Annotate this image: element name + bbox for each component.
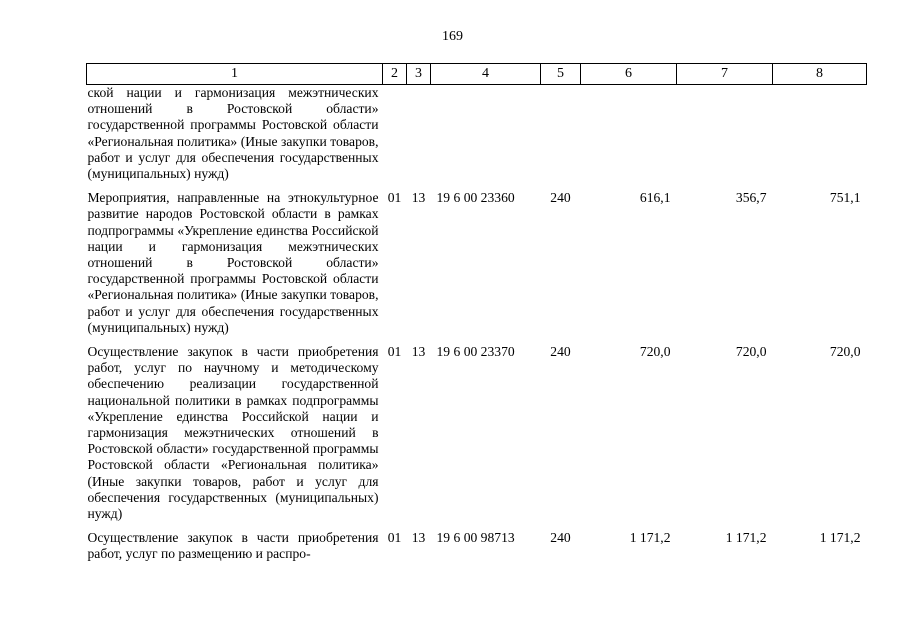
row-value-7: 1 171,2 <box>725 530 767 546</box>
table-row <box>87 85 867 191</box>
row-value-7: 356,7 <box>735 190 767 206</box>
row-value-8: 720,0 <box>829 344 861 360</box>
row-section: 01 <box>387 530 402 546</box>
row-value-8: 1 171,2 <box>819 530 861 546</box>
row-subsection: 13 <box>411 344 426 360</box>
row-subsection: 13 <box>411 530 426 546</box>
row-section: 01 <box>387 190 402 206</box>
row-value-6: 616,1 <box>639 190 671 206</box>
table-row <box>87 344 867 530</box>
row-section <box>383 85 407 191</box>
page-number: 169 <box>442 29 463 44</box>
row-value-6: 1 171,2 <box>629 530 671 546</box>
col-header-7: 7 <box>677 64 773 85</box>
row-subsection: 13 <box>411 190 426 206</box>
row-value-7 <box>677 85 773 191</box>
row-expense-type: 240 <box>550 530 571 546</box>
col-header-2: 2 <box>383 64 407 85</box>
row-description: Осуществление закупок в части приобретения работ, услуг по научному и методическому обеспечению реализации государственной национальной политики в рамках подпрограммы «Укрепление единства Российской нации и гармонизация межэтнических отношений в Ростовской области» государственной программы Ростовской области «Региональная политика» (Иные закупки товаров, работ и услуг для обеспечения государственных (муниципальных) нужд) <box>87 344 379 522</box>
col-header-6: 6 <box>581 64 677 85</box>
header-row <box>87 64 867 85</box>
row-description: ской нации и гармонизация межэтнических отношений в Ростовской области» государственной программы Ростовской области «Региональная политика» (Иные закупки товаров, работ и услуг для обеспечения государственных (муниципальных) нужд) <box>87 85 379 182</box>
table-row <box>87 190 867 344</box>
row-target-code: 19 6 00 98713 <box>436 530 515 546</box>
row-description: Мероприятия, направленные на этнокультурное развитие народов Ростовской области в рамках подпрограммы «Укрепление единства Российской нации и гармонизация межэтнических отношений в Ростовской области» государственной программы Ростовской области «Региональная политика» (Иные закупки товаров, работ и услуг для обеспечения государственных (муниципальных) нужд) <box>87 190 379 335</box>
row-value-8: 751,1 <box>829 190 861 206</box>
row-expense-type: 240 <box>550 190 571 206</box>
row-section: 01 <box>387 344 402 360</box>
col-header-5: 5 <box>541 64 581 85</box>
row-target-code <box>431 85 541 191</box>
row-value-7: 720,0 <box>735 344 767 360</box>
col-header-4: 4 <box>431 64 541 85</box>
row-target-code: 19 6 00 23370 <box>436 344 515 360</box>
row-expense-type: 240 <box>550 344 571 360</box>
budget-table <box>86 63 867 571</box>
col-header-8: 8 <box>773 64 867 85</box>
row-value-8 <box>773 85 867 191</box>
row-value-6 <box>581 85 677 191</box>
row-target-code: 19 6 00 23360 <box>436 190 515 206</box>
col-header-3: 3 <box>407 64 431 85</box>
row-value-6: 720,0 <box>639 344 671 360</box>
row-description: Осуществление закупок в части приобретения работ, услуг по размещению и распро- <box>87 530 379 562</box>
col-header-1: 1 <box>87 64 383 85</box>
row-expense-type <box>541 85 581 191</box>
row-subsection <box>407 85 431 191</box>
table-row <box>87 530 867 570</box>
